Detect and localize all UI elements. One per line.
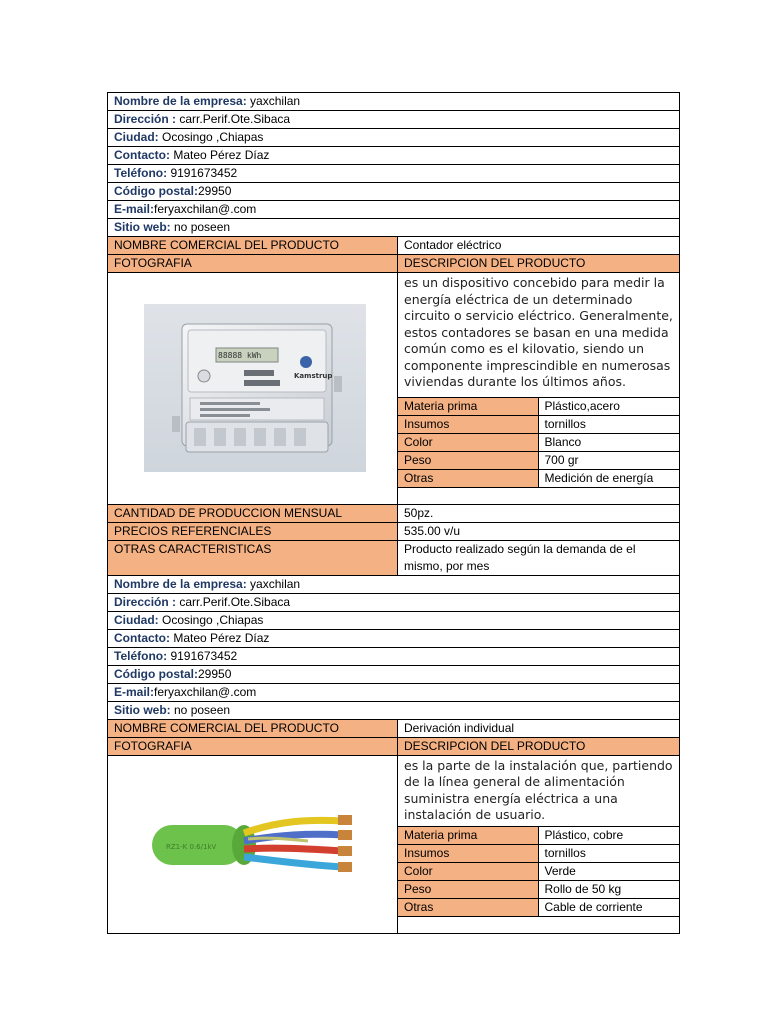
phone-row: [108, 647, 680, 665]
contact-row: [108, 629, 680, 647]
company-name-label: Nombre de la empresa:: [114, 576, 247, 591]
zip-label: Código postal:: [114, 184, 198, 198]
contact-label: Contacto:: [114, 148, 170, 162]
photo-header: FOTOGRAFIA: [108, 737, 398, 755]
weight-label: Peso: [398, 451, 538, 469]
zip-label: Código postal:: [114, 666, 198, 681]
email-value: feryaxchilan@.com: [154, 202, 257, 216]
product1-name-row: [108, 237, 680, 255]
city-value: Ocosingo ,Chiapas: [158, 612, 264, 627]
email-label: E-mail:: [114, 684, 155, 699]
phone-row: [108, 165, 680, 183]
company-name-value: yaxchilan: [246, 94, 301, 108]
other-features-row: [108, 540, 680, 575]
address-row: [108, 111, 680, 129]
zip-value: 29950: [198, 184, 232, 198]
product-name-header: NOMBRE COMERCIAL DEL PRODUCTO: [108, 237, 398, 255]
zip-row: [108, 183, 680, 201]
product2-inputs: tornillos: [538, 844, 680, 862]
product2-name: Derivación individual: [398, 719, 680, 737]
product1-description: es un dispositivo concebido para medir la energía eléctrica de un determinado circuito o servicio eléctrico. Generalmente, estos contadores se basan en una medida común como es el kilovatio, siendo un componente imprescindible en numerosas viviendas durante los últimos años.: [404, 275, 673, 389]
email-row: [108, 683, 680, 701]
product1-attributes-table: [398, 397, 680, 504]
other-features-header: OTRAS CARACTERISTICAS: [108, 540, 398, 575]
city-value: Ocosingo ,Chiapas: [158, 130, 264, 144]
product2-description: es la parte de la instalación que, partiendo de la línea general de alimentación suministra energía eléctrica a una instalación de usuario.: [404, 757, 673, 822]
zip-value: 29950: [198, 666, 232, 681]
product2-details-cell: [398, 755, 680, 933]
city-row: [108, 129, 680, 147]
monthly-row: [108, 504, 680, 522]
phone-value: 9191673452: [167, 166, 238, 180]
city-row: [108, 611, 680, 629]
web-label: Sitio web:: [114, 702, 171, 717]
web-row: [108, 219, 680, 237]
phone-value: 9191673452: [167, 648, 238, 663]
material-label: Materia prima: [398, 826, 538, 844]
address-value: carr.Perif.Ote.Sibaca: [176, 112, 291, 126]
product2-material: Plástico, cobre: [538, 826, 680, 844]
product1-monthly: 50pz.: [398, 504, 680, 522]
weight-label: Peso: [398, 880, 538, 898]
prices-row: [108, 522, 680, 540]
email-row: [108, 201, 680, 219]
product1-body-row: [108, 273, 680, 505]
contact-value: Mateo Pérez Díaz: [170, 148, 270, 162]
description-header: DESCRIPCION DEL PRODUCTO: [398, 255, 680, 273]
others-label: Otras: [398, 898, 538, 916]
contact-value: Mateo Pérez Díaz: [170, 630, 270, 645]
product1-price: 535.00 v/u: [398, 522, 680, 540]
phone-label: Teléfono:: [114, 166, 168, 180]
phone-label: Teléfono:: [114, 648, 168, 663]
product2-photo-cell: [108, 755, 398, 933]
document-page: [107, 92, 679, 934]
address-label: Dirección :: [114, 594, 177, 609]
city-label: Ciudad:: [114, 612, 159, 627]
product1-details-cell: [398, 273, 680, 505]
zip-row: [108, 665, 680, 683]
address-value: carr.Perif.Ote.Sibaca: [176, 594, 291, 609]
meter-brand-text: Kamstrup: [294, 372, 333, 381]
electric-meter-photo: [144, 304, 366, 472]
color-label: Color: [398, 433, 538, 451]
product2-attributes-table: [398, 826, 680, 933]
product2-color: Verde: [538, 862, 680, 880]
company-name-row: [108, 575, 680, 593]
web-value: no poseen: [170, 702, 231, 717]
address-label: Dirección :: [114, 112, 177, 126]
company-name-value: yaxchilan: [246, 576, 301, 591]
product-name-header: NOMBRE COMERCIAL DEL PRODUCTO: [108, 719, 398, 737]
web-value: no poseen: [170, 220, 231, 234]
web-label: Sitio web:: [114, 220, 171, 234]
web-row: [108, 701, 680, 719]
product2-photo-header-row: [108, 737, 680, 755]
product2-others: Cable de corriente: [538, 898, 680, 916]
product2-body-row: [108, 755, 680, 933]
company-name-label: Nombre de la empresa:: [114, 94, 247, 108]
product2-blank-row: [398, 916, 680, 933]
photo-header: FOTOGRAFIA: [108, 255, 398, 273]
company-name-row: [108, 93, 680, 111]
others-label: Otras: [398, 469, 538, 487]
monthly-header: CANTIDAD DE PRODUCCION MENSUAL: [108, 504, 398, 522]
product1-photo-cell: [108, 273, 398, 505]
color-label: Color: [398, 862, 538, 880]
product1-color: Blanco: [538, 433, 680, 451]
prices-header: PRECIOS REFERENCIALES: [108, 522, 398, 540]
product1-photo-header-row: [108, 255, 680, 273]
email-label: E-mail:: [114, 202, 155, 216]
svg-text:88888 kWh: 88888 kWh: [218, 351, 262, 361]
product1-material: Plástico,acero: [538, 397, 680, 415]
cable-print-text: RZ1-K 0.6/1kV: [166, 843, 217, 851]
product2-name-row: [108, 719, 680, 737]
product1-other-features: Producto realizado según la demanda de el mismo, por mes: [398, 540, 680, 575]
material-label: Materia prima: [398, 397, 538, 415]
product1-blank-row: [398, 487, 680, 504]
contact-row: [108, 147, 680, 165]
description-header: DESCRIPCION DEL PRODUCTO: [398, 737, 680, 755]
product1-others: Medición de energía: [538, 469, 680, 487]
email-value: feryaxchilan@.com: [154, 684, 257, 699]
company-sheet-table: [107, 92, 680, 934]
product1-inputs: tornillos: [538, 415, 680, 433]
city-label: Ciudad:: [114, 130, 159, 144]
contact-label: Contacto:: [114, 630, 170, 645]
cable-photo: [148, 799, 358, 889]
product2-weight: Rollo de 50 kg: [538, 880, 680, 898]
product1-name: Contador eléctrico: [398, 237, 680, 255]
inputs-label: Insumos: [398, 415, 538, 433]
address-row: [108, 593, 680, 611]
inputs-label: Insumos: [398, 844, 538, 862]
product1-weight: 700 gr: [538, 451, 680, 469]
